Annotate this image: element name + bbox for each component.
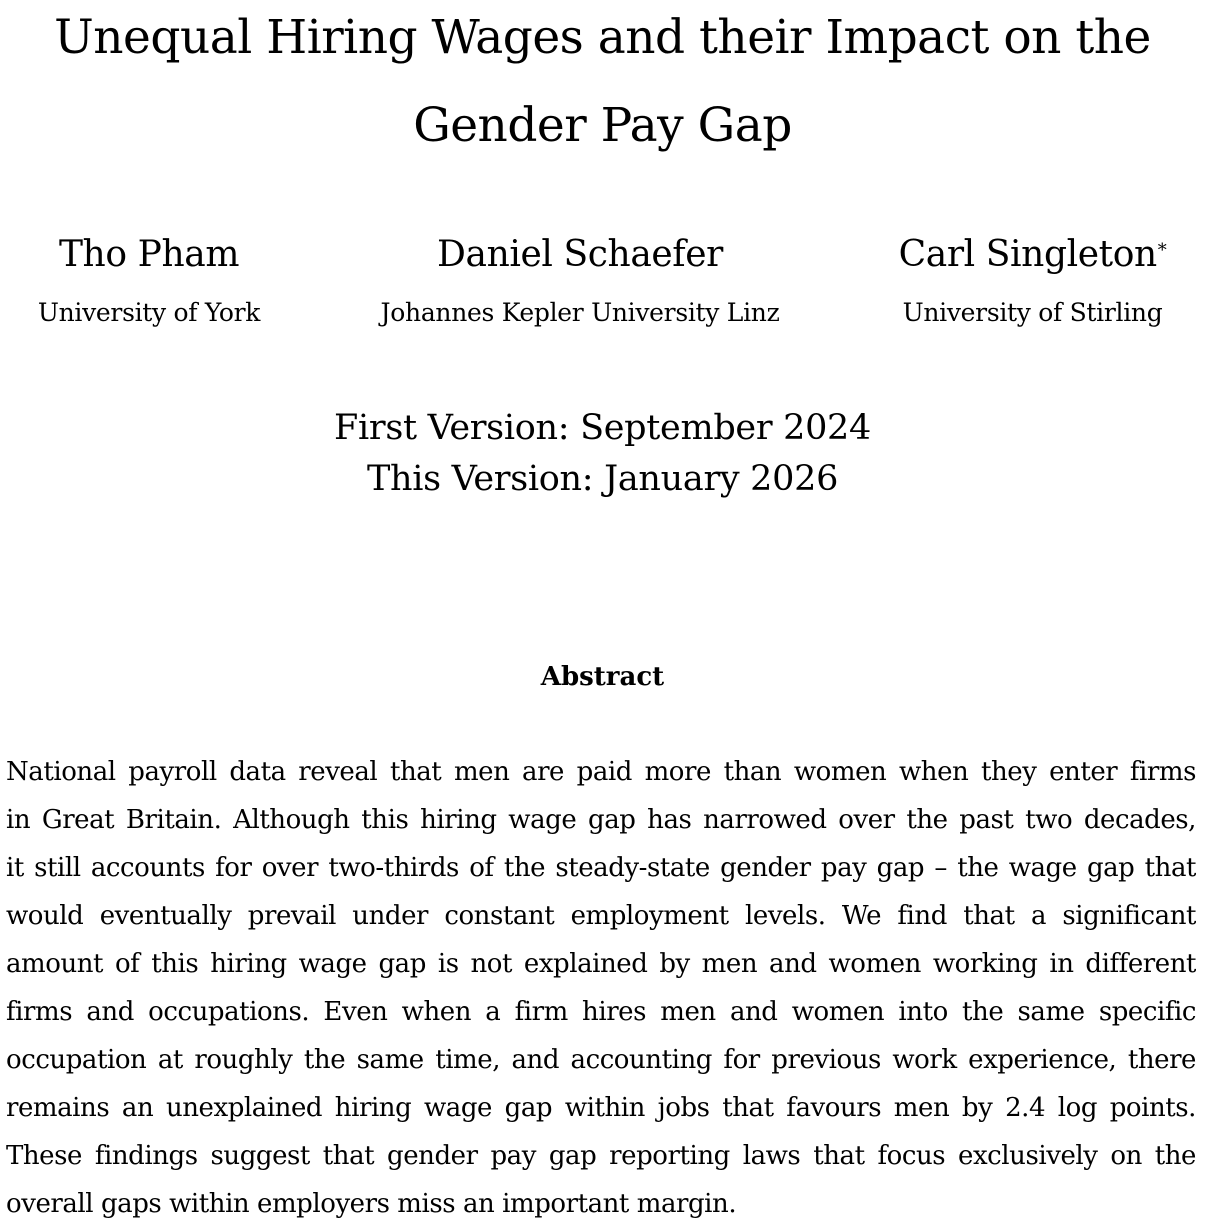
paper-title	[0, 0, 1205, 170]
version-dates	[0, 403, 1205, 505]
corresponding-author-marker[interactable]: *	[1157, 240, 1167, 261]
this-version-date: This Version: January 2026	[366, 459, 839, 499]
title-line-1: Unequal Hiring Wages and their Impact on the	[54, 10, 1151, 65]
abstract-heading: Abstract	[540, 662, 665, 692]
first-version-date: First Version: September 2024	[334, 408, 871, 448]
author-affiliation: Johannes Kepler University Linz	[380, 298, 780, 327]
author-name: Carl Singleton*	[898, 234, 1167, 275]
abstract-line: overall gaps within employers miss an important margin.	[6, 1189, 737, 1219]
author-name: Daniel Schaefer	[437, 234, 723, 275]
abstract-line: National payroll data reveal that men are paid more than women when they enter firms	[6, 757, 1196, 787]
author-block-2	[340, 232, 820, 328]
abstract-line: These findings suggest that gender pay gap reporting laws that focus exclusively on the	[6, 1141, 1196, 1171]
author-block-1	[24, 232, 274, 328]
author-affiliation: University of York	[37, 298, 261, 327]
abstract-line: it still accounts for over two-thirds of the steady-state gender pay gap – the wage gap that	[6, 853, 1196, 883]
author-block-3	[880, 232, 1185, 328]
abstract-text	[6, 748, 1196, 1228]
abstract-line: occupation at roughly the same time, and accounting for previous work experience, there	[6, 1045, 1196, 1075]
abstract-line: in Great Britain. Although this hiring wage gap has narrowed over the past two decades,	[6, 805, 1196, 835]
abstract-line: remains an unexplained hiring wage gap within jobs that favours men by 2.4 log points.	[6, 1093, 1196, 1123]
abstract-line: firms and occupations. Even when a firm hires men and women into the same specific	[6, 997, 1196, 1027]
author-name: Tho Pham	[58, 234, 240, 275]
abstract-line: would eventually prevail under constant employment levels. We find that a significant	[6, 901, 1196, 931]
title-line-2: Gender Pay Gap	[413, 98, 792, 153]
abstract-line: amount of this hiring wage gap is not explained by men and women working in different	[6, 949, 1196, 979]
author-affiliation: University of Stirling	[902, 298, 1163, 327]
